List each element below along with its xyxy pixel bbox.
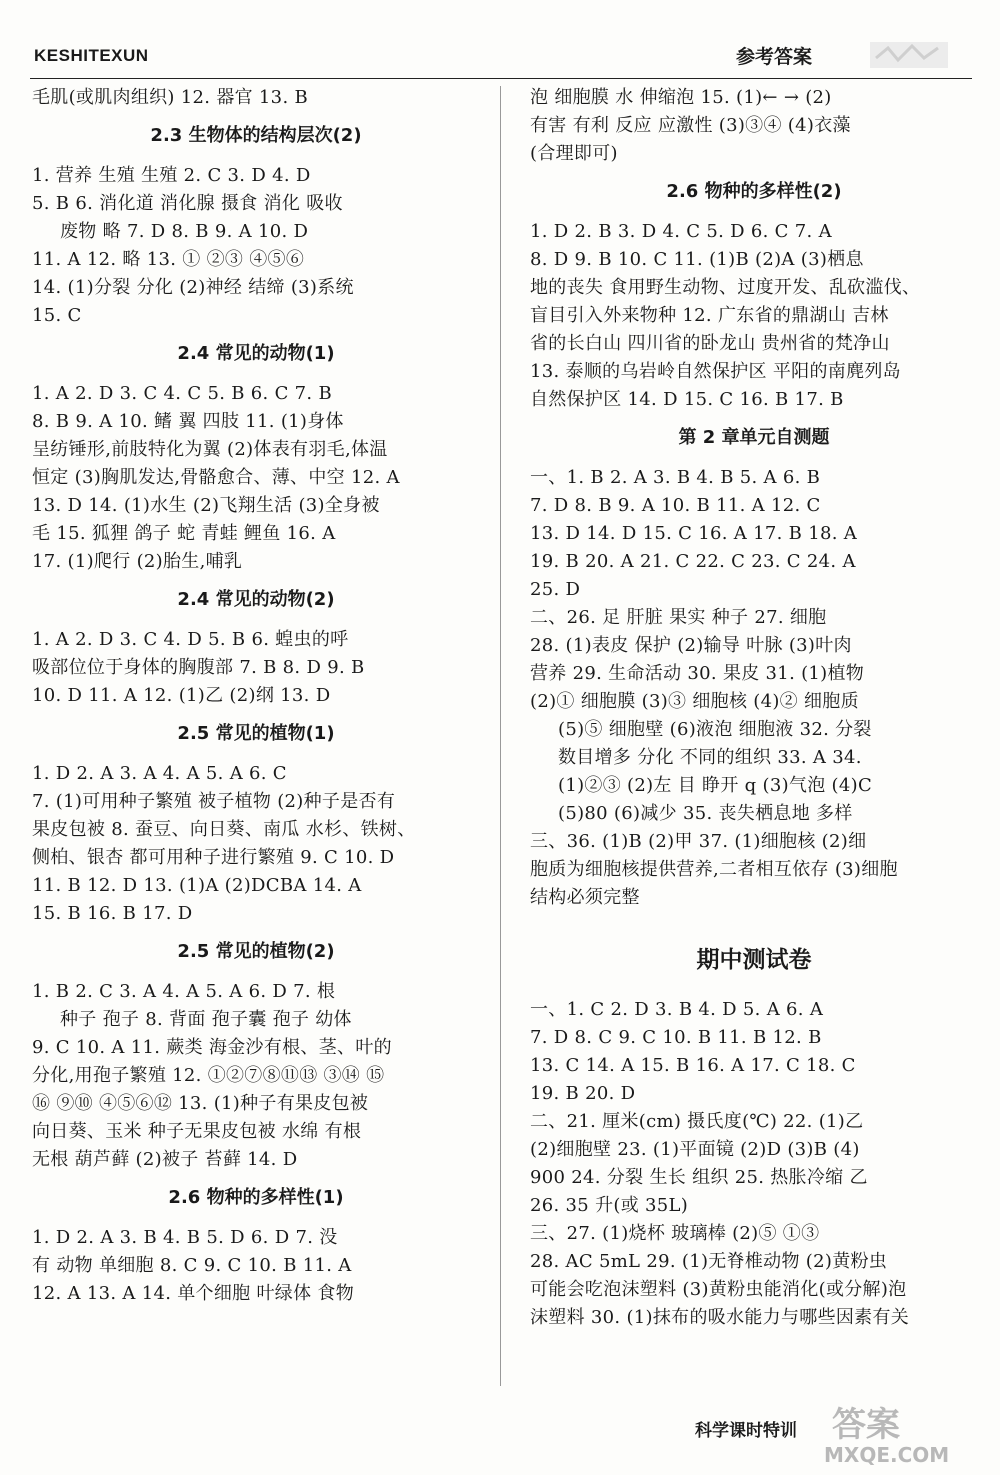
answer-line: 1. A 2. D 3. C 4. D 5. B 6. 蝗虫的呼 xyxy=(32,629,349,650)
answer-line: 三、36. (1)B (2)甲 37. (1)细胞核 (2)细 xyxy=(530,831,867,852)
answer-line: 毛肌(或肌肉组织) 12. 器官 13. B xyxy=(32,87,309,108)
answer-line: 沫塑料 30. (1)抹布的吸水能力与哪些因素有关 xyxy=(530,1307,910,1328)
answer-line: (合理即可) xyxy=(530,143,618,164)
footer-book-title: 科学课时特训 xyxy=(695,1421,797,1441)
answer-line: 11. A 12. 略 13. ① ②③ ④⑤⑥ xyxy=(32,249,305,270)
answer-line: 一、1. C 2. D 3. B 4. D 5. A 6. A xyxy=(530,999,824,1020)
answer-line: 有 动物 单细胞 8. C 9. C 10. B 11. A xyxy=(32,1255,352,1276)
answer-line: 5. B 6. 消化道 消化腺 摄食 消化 吸收 xyxy=(32,193,343,214)
answer-line: 胞质为细胞核提供营养,二者相互依存 (3)细胞 xyxy=(530,859,898,880)
answer-line: 8. D 9. B 10. C 11. (1)B (2)A (3)栖息 xyxy=(530,249,864,270)
answer-line: 28. AC 5mL 29. (1)无脊椎动物 (2)黄粉虫 xyxy=(530,1251,888,1272)
answer-line: 26. 35 升(或 35L) xyxy=(530,1195,689,1216)
answer-line: 15. C xyxy=(32,305,82,326)
section-heading: 2.5 常见的植物(1) xyxy=(177,723,335,744)
answer-line: 19. B 20. D xyxy=(530,1083,636,1104)
answer-line: 7. D 8. B 9. A 10. B 11. A 12. C xyxy=(530,495,821,516)
answer-line: 种子 孢子 8. 背面 孢子囊 孢子 幼体 xyxy=(60,1009,352,1030)
answer-line: 1. B 2. C 3. A 4. A 5. A 6. D 7. 根 xyxy=(32,981,336,1002)
answer-line: 1. D 2. A 3. B 4. B 5. D 6. D 7. 没 xyxy=(32,1227,338,1248)
answer-line: 13. 泰顺的乌岩岭自然保护区 平阳的南麂列岛 xyxy=(530,361,901,382)
header-decoration xyxy=(868,38,950,72)
answer-line: 果皮包被 8. 蚕豆、向日葵、南瓜 水杉、铁树、 xyxy=(32,819,416,840)
answer-line: 自然保护区 14. D 15. C 16. B 17. B xyxy=(530,389,844,410)
answer-line: (1)②③ (2)左 目 睁开 q (3)气泡 (4)C xyxy=(558,775,873,796)
answer-line: 7. (1)可用种子繁殖 被子植物 (2)种子是否有 xyxy=(32,791,396,812)
series-name: KESHITEXUN xyxy=(34,46,149,65)
answer-line: 900 24. 分裂 生长 组织 25. 热胀冷缩 乙 xyxy=(530,1167,868,1188)
answer-line: 向日葵、玉米 种子无果皮包被 水绵 有根 xyxy=(32,1121,362,1142)
answer-line: 14. (1)分裂 分化 (2)神经 结缔 (3)系统 xyxy=(32,277,354,298)
answer-line: 12. A 13. A 14. 单个细胞 叶绿体 食物 xyxy=(32,1283,355,1304)
answer-line: 13. D 14. (1)水生 (2)飞翔生活 (3)全身被 xyxy=(32,495,380,516)
right-column xyxy=(530,84,978,1332)
answer-line: 二、21. 厘米(cm) 摄氏度(℃) 22. (1)乙 xyxy=(530,1111,864,1132)
answer-line: 省的长白山 四川省的卧龙山 贵州省的梵净山 xyxy=(530,333,890,354)
left-column xyxy=(32,84,480,1308)
answer-line: 1. A 2. D 3. C 4. C 5. B 6. C 7. B xyxy=(32,383,333,404)
answer-line: 结构必须完整 xyxy=(530,887,640,908)
section-heading: 2.6 物种的多样性(2) xyxy=(666,181,842,202)
answer-line: 可能会吃泡沫塑料 (3)黄粉虫能消化(或分解)泡 xyxy=(530,1279,907,1300)
answer-line: 营养 29. 生命活动 30. 果皮 31. (1)植物 xyxy=(530,663,865,684)
answer-line: 有害 有利 反应 应激性 (3)③④ (4)衣藻 xyxy=(530,115,851,136)
answer-line: 地的丧失 食用野生动物、过度开发、乱砍滥伐、 xyxy=(530,277,921,298)
answer-line: (5)80 (6)减少 35. 丧失栖息地 多样 xyxy=(558,803,853,824)
watermark-url: MXQE.COM xyxy=(824,1443,950,1467)
answer-line: 盲目引入外来物种 12. 广东省的鼎湖山 吉林 xyxy=(530,305,889,326)
answer-line: 1. D 2. A 3. A 4. A 5. A 6. C xyxy=(32,763,287,784)
section-title: 参考答案 xyxy=(736,46,813,68)
header-rule xyxy=(30,78,972,79)
answer-line: 侧柏、银杏 都可用种子进行繁殖 9. C 10. D xyxy=(32,847,395,868)
answer-line: (5)⑤ 细胞壁 (6)液泡 细胞液 32. 分裂 xyxy=(558,719,872,740)
answer-line: 呈纺锤形,前肢特化为翼 (2)体表有羽毛,体温 xyxy=(32,439,388,460)
answer-line: 11. B 12. D 13. (1)A (2)DCBA 14. A xyxy=(32,875,362,896)
answer-line: 分化,用孢子繁殖 12. ①②⑦⑧⑪⑬ ③⑭ ⑮ xyxy=(32,1065,385,1086)
exam-title: 期中测试卷 xyxy=(696,947,812,973)
answer-line: 8. B 9. A 10. 鳍 翼 四肢 11. (1)身体 xyxy=(32,411,344,432)
section-heading: 2.6 物种的多样性(1) xyxy=(168,1187,344,1208)
answer-line: 二、26. 足 肝脏 果实 种子 27. 细胞 xyxy=(530,607,827,628)
answer-line: 9. C 10. A 11. 蕨类 海金沙有根、茎、叶的 xyxy=(32,1037,392,1058)
answer-line: 1. D 2. B 3. D 4. C 5. D 6. C 7. A xyxy=(530,221,832,242)
answer-line: 泡 细胞膜 水 伸缩泡 15. (1)← → (2) xyxy=(530,87,832,108)
answer-line: 7. D 8. C 9. C 10. B 11. B 12. B xyxy=(530,1027,822,1048)
answer-line: 恒定 (3)胸肌发达,骨骼愈合、薄、中空 12. A xyxy=(32,467,400,488)
answer-line: 25. D xyxy=(530,579,581,600)
answer-line: 吸部位位于身体的胸腹部 7. B 8. D 9. B xyxy=(32,657,365,678)
answer-line: 19. B 20. A 21. C 22. C 23. C 24. A xyxy=(530,551,856,572)
answer-line: 1. 营养 生殖 生殖 2. C 3. D 4. D xyxy=(32,165,311,186)
answer-line: 28. (1)表皮 保护 (2)输导 叶脉 (3)叶肉 xyxy=(530,635,852,656)
watermark-glyphs: 答案 xyxy=(832,1405,900,1445)
watermark-logo xyxy=(818,1398,988,1468)
section-heading: 第 2 章单元自测题 xyxy=(678,427,830,448)
section-heading: 2.4 常见的动物(1) xyxy=(177,343,335,364)
answer-line: 10. D 11. A 12. (1)乙 (2)纲 13. D xyxy=(32,685,331,706)
answer-line: 17. (1)爬行 (2)胎生,哺乳 xyxy=(32,551,243,572)
answer-line: ⑯ ⑨⑩ ④⑤⑥⑫ 13. (1)种子有果皮包被 xyxy=(32,1093,369,1114)
answer-line: 13. C 14. A 15. B 16. A 17. C 18. C xyxy=(530,1055,856,1076)
answer-line: 15. B 16. B 17. D xyxy=(32,903,193,924)
answer-line: 无根 葫芦藓 (2)被子 苔藓 14. D xyxy=(32,1149,298,1170)
answer-line: 13. D 14. D 15. C 16. A 17. B 18. A xyxy=(530,523,858,544)
answer-line: 数目增多 分化 不同的组织 33. A 34. xyxy=(558,747,862,768)
section-heading: 2.3 生物体的结构层次(2) xyxy=(150,125,362,146)
section-heading: 2.4 常见的动物(2) xyxy=(177,589,335,610)
section-heading: 2.5 常见的植物(2) xyxy=(177,941,335,962)
answer-line: 三、27. (1)烧杯 玻璃棒 (2)⑤ ①③ xyxy=(530,1223,820,1244)
column-divider xyxy=(500,86,501,1386)
answer-line: 一、1. B 2. A 3. B 4. B 5. A 6. B xyxy=(530,467,821,488)
answer-line: (2)细胞壁 23. (1)平面镜 (2)D (3)B (4) xyxy=(530,1139,860,1160)
answer-line: 毛 15. 狐狸 鸽子 蛇 青蛙 鲤鱼 16. A xyxy=(32,523,336,544)
answer-line: (2)① 细胞膜 (3)③ 细胞核 (4)② 细胞质 xyxy=(530,691,859,712)
answer-line: 废物 略 7. D 8. B 9. A 10. D xyxy=(60,221,309,242)
